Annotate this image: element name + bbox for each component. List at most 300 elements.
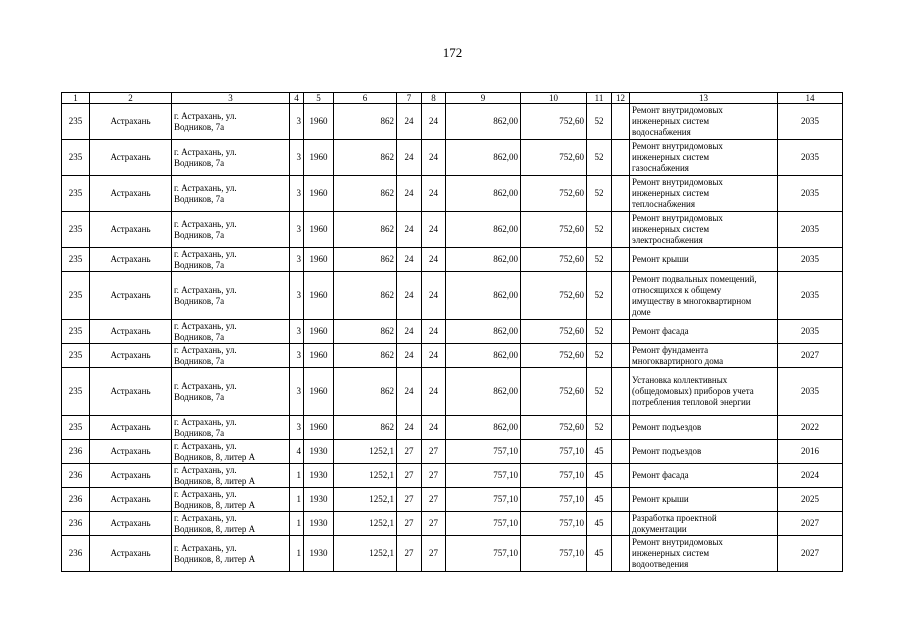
- table-cell-14: 2027: [778, 536, 843, 572]
- table-cell-7: 24: [397, 368, 422, 416]
- table-cell-1: 235: [62, 212, 90, 248]
- table-cell-6: 1252,1: [334, 440, 397, 464]
- table-cell-14: 2035: [778, 176, 843, 212]
- cell-text-line: Водников, 7а: [174, 391, 225, 402]
- header-cell: 11: [587, 93, 612, 104]
- table-cell-11: 52: [587, 320, 612, 344]
- table-cell-6: 862: [334, 416, 397, 440]
- table-cell-12: [612, 320, 630, 344]
- table-cell-5: 1960: [304, 212, 334, 248]
- cell-text-line: Разработка проектной: [632, 512, 717, 523]
- table-cell-12: [612, 536, 630, 572]
- table-cell-8: 27: [422, 536, 446, 572]
- table-cell-10: 752,60: [521, 248, 587, 272]
- table-cell-9: 862,00: [446, 272, 521, 320]
- table-cell-11: 45: [587, 488, 612, 512]
- cell-text-line: Водников, 7а: [174, 121, 225, 132]
- header-cell: 1: [62, 93, 90, 104]
- table-cell-1: 235: [62, 176, 90, 212]
- table-row: [62, 488, 843, 512]
- cell-text-line: г. Астрахань, ул.: [174, 218, 237, 229]
- table-cell-8: 24: [422, 416, 446, 440]
- table-cell-12: [612, 140, 630, 176]
- table-cell-9: 757,10: [446, 464, 521, 488]
- table-cell-10: 752,60: [521, 416, 587, 440]
- table-cell-11: 52: [587, 140, 612, 176]
- table-cell-14: 2035: [778, 212, 843, 248]
- cell-text-line: инженерных систем: [632, 188, 710, 198]
- table-cell-2: Астрахань: [90, 440, 172, 464]
- table-cell-14: 2035: [778, 272, 843, 320]
- table-cell-9: 862,00: [446, 176, 521, 212]
- cell-text-line: Ремонт фундамента: [632, 344, 709, 355]
- cell-text-line: инженерных систем: [632, 152, 710, 162]
- table-cell-7: 27: [397, 488, 422, 512]
- table-cell-12: [612, 212, 630, 248]
- table-cell-5: 1960: [304, 368, 334, 416]
- cell-text-line: Водников, 7а: [174, 427, 225, 438]
- table-row: [62, 464, 843, 488]
- cell-text-line: г. Астрахань, ул.: [174, 416, 237, 427]
- table-cell-11: 45: [587, 512, 612, 536]
- cell-text-line: доме: [632, 306, 651, 317]
- table-cell-12: [612, 440, 630, 464]
- table-cell-9: 757,10: [446, 440, 521, 464]
- table-cell-9: 862,00: [446, 248, 521, 272]
- table-cell-3: [172, 440, 290, 464]
- table-cell-9: 862,00: [446, 368, 521, 416]
- table-cell-13: [630, 272, 778, 320]
- cell-text-line: Водников, 7а: [174, 331, 225, 342]
- table-cell-10: 757,10: [521, 512, 587, 536]
- table-cell-13: [630, 368, 778, 416]
- table-cell-10: 757,10: [521, 440, 587, 464]
- cell-text-line: инженерных систем: [632, 116, 710, 126]
- table-cell-12: [612, 248, 630, 272]
- table-cell-13: [630, 344, 778, 368]
- table-cell-7: 27: [397, 440, 422, 464]
- capital-repair-table: [61, 92, 843, 572]
- cell-text-line: г. Астрахань, ул.: [174, 488, 237, 499]
- table-cell-5: 1960: [304, 140, 334, 176]
- header-cell: 13: [630, 93, 778, 104]
- table-cell-6: 1252,1: [334, 536, 397, 572]
- table-cell-4: 1: [290, 512, 304, 536]
- cell-text-line: Водников, 8, литер А: [174, 523, 256, 534]
- table-cell-12: [612, 176, 630, 212]
- table-cell-13: [630, 140, 778, 176]
- cell-text-line: Ремонт подъездов: [632, 422, 702, 432]
- header-cell: 7: [397, 93, 422, 104]
- cell-text-line: (общедомовых) приборов учета: [632, 386, 754, 396]
- table-cell-11: 52: [587, 104, 612, 140]
- table-cell-4: 3: [290, 320, 304, 344]
- table-cell-9: 757,10: [446, 512, 521, 536]
- header-cell: 12: [612, 93, 630, 104]
- cell-text-line: г. Астрахань, ул.: [174, 380, 237, 391]
- table-row: [62, 416, 843, 440]
- cell-text-line: Ремонт внутридомовых: [632, 141, 723, 151]
- table-cell-6: 862: [334, 212, 397, 248]
- table-cell-13: [630, 464, 778, 488]
- table-cell-14: 2035: [778, 104, 843, 140]
- table-cell-2: Астрахань: [90, 272, 172, 320]
- table-row: [62, 212, 843, 248]
- table-cell-1: 235: [62, 344, 90, 368]
- cell-text-line: г. Астрахань, ул.: [174, 284, 237, 295]
- table-cell-3: [172, 488, 290, 512]
- table-cell-7: 24: [397, 212, 422, 248]
- table-cell-9: 862,00: [446, 104, 521, 140]
- table-row: [62, 344, 843, 368]
- header-cell: 9: [446, 93, 521, 104]
- table-cell-13: [630, 104, 778, 140]
- table-cell-14: 2035: [778, 140, 843, 176]
- cell-text-line: г. Астрахань, ул.: [174, 512, 237, 523]
- table-cell-13: [630, 488, 778, 512]
- table-cell-3: [172, 320, 290, 344]
- table-cell-12: [612, 488, 630, 512]
- table-cell-11: 45: [587, 440, 612, 464]
- table-cell-2: Астрахань: [90, 176, 172, 212]
- table-cell-9: 862,00: [446, 416, 521, 440]
- table-cell-1: 235: [62, 140, 90, 176]
- table-cell-5: 1930: [304, 440, 334, 464]
- table-cell-4: 3: [290, 140, 304, 176]
- table-cell-8: 24: [422, 104, 446, 140]
- cell-text-line: г. Астрахань, ул.: [174, 182, 237, 193]
- table-cell-14: 2016: [778, 440, 843, 464]
- column-number-row: [62, 93, 843, 104]
- table-cell-9: 757,10: [446, 488, 521, 512]
- table-cell-12: [612, 344, 630, 368]
- table-body: [62, 104, 843, 572]
- table-cell-6: 862: [334, 104, 397, 140]
- page-number: 172: [442, 45, 463, 60]
- table-row: [62, 176, 843, 212]
- table-cell-10: 752,60: [521, 176, 587, 212]
- table-cell-3: [172, 416, 290, 440]
- table-cell-3: [172, 140, 290, 176]
- cell-text-line: Ремонт внутридомовых: [632, 537, 723, 547]
- table-cell-3: [172, 368, 290, 416]
- table-cell-4: 1: [290, 464, 304, 488]
- table-cell-10: 752,60: [521, 140, 587, 176]
- table-cell-2: Астрахань: [90, 536, 172, 572]
- header-cell: 14: [778, 93, 843, 104]
- cell-text-line: Водников, 8, литер А: [174, 475, 256, 486]
- cell-text-line: г. Астрахань, ул.: [174, 464, 237, 475]
- table-cell-10: 752,60: [521, 368, 587, 416]
- table-cell-4: 3: [290, 104, 304, 140]
- table-cell-7: 24: [397, 344, 422, 368]
- table-cell-8: 27: [422, 440, 446, 464]
- cell-text-line: Ремонт крыши: [632, 254, 689, 264]
- cell-text-line: г. Астрахань, ул.: [174, 320, 237, 331]
- table-cell-11: 52: [587, 176, 612, 212]
- table-cell-5: 1930: [304, 488, 334, 512]
- table-cell-4: 3: [290, 176, 304, 212]
- table-cell-14: 2025: [778, 488, 843, 512]
- table-cell-5: 1960: [304, 416, 334, 440]
- table-row: [62, 272, 843, 320]
- table-cell-13: [630, 512, 778, 536]
- table-cell-4: 3: [290, 344, 304, 368]
- table-cell-2: Астрахань: [90, 464, 172, 488]
- cell-text-line: теплоснабжения: [632, 199, 695, 209]
- table-cell-10: 752,60: [521, 212, 587, 248]
- table-cell-13: [630, 440, 778, 464]
- table-cell-9: 757,10: [446, 536, 521, 572]
- table-cell-5: 1960: [304, 320, 334, 344]
- table-cell-1: 235: [62, 104, 90, 140]
- cell-text-line: водоснабжения: [632, 127, 691, 137]
- table-cell-6: 1252,1: [334, 488, 397, 512]
- table-cell-11: 52: [587, 248, 612, 272]
- table-cell-1: 236: [62, 464, 90, 488]
- table-cell-5: 1930: [304, 512, 334, 536]
- cell-text-line: потребления тепловой энергии: [632, 397, 751, 407]
- table-cell-9: 862,00: [446, 344, 521, 368]
- table-cell-10: 752,60: [521, 344, 587, 368]
- cell-text-line: электроснабжения: [632, 235, 703, 245]
- cell-text-line: водоотведения: [632, 559, 689, 569]
- table-cell-9: 862,00: [446, 140, 521, 176]
- table-cell-2: Астрахань: [90, 104, 172, 140]
- table-cell-10: 757,10: [521, 488, 587, 512]
- table-cell-1: 235: [62, 368, 90, 416]
- table-cell-6: 862: [334, 248, 397, 272]
- table-cell-8: 27: [422, 464, 446, 488]
- cell-text-line: Водников, 7а: [174, 157, 225, 168]
- table-cell-13: [630, 320, 778, 344]
- cell-text-line: Ремонт подвальных помещений,: [632, 273, 757, 284]
- table-cell-8: 27: [422, 512, 446, 536]
- table-cell-1: 236: [62, 488, 90, 512]
- table-cell-14: 2024: [778, 464, 843, 488]
- header-cell: 10: [521, 93, 587, 104]
- table-cell-2: Астрахань: [90, 212, 172, 248]
- table-cell-14: 2035: [778, 248, 843, 272]
- table-cell-13: [630, 416, 778, 440]
- table-cell-14: 2035: [778, 368, 843, 416]
- table-cell-8: 24: [422, 320, 446, 344]
- table-cell-1: 235: [62, 416, 90, 440]
- table-cell-8: 27: [422, 488, 446, 512]
- table-cell-8: 24: [422, 368, 446, 416]
- table-cell-4: 1: [290, 536, 304, 572]
- header-cell: 4: [290, 93, 304, 104]
- table-cell-11: 52: [587, 368, 612, 416]
- table-row: [62, 512, 843, 536]
- table-cell-9: 862,00: [446, 212, 521, 248]
- table-cell-2: Астрахань: [90, 512, 172, 536]
- cell-text-line: Водников, 8, литер А: [174, 451, 256, 462]
- table-row: [62, 536, 843, 572]
- table-cell-3: [172, 212, 290, 248]
- table-cell-3: [172, 512, 290, 536]
- table-cell-6: 862: [334, 368, 397, 416]
- table-cell-7: 24: [397, 104, 422, 140]
- table-cell-6: 1252,1: [334, 512, 397, 536]
- cell-text-line: Ремонт фасада: [632, 326, 689, 336]
- table-cell-1: 235: [62, 272, 90, 320]
- table-cell-5: 1930: [304, 464, 334, 488]
- cell-text-line: г. Астрахань, ул.: [174, 440, 237, 451]
- cell-text-line: Ремонт крыши: [632, 494, 689, 504]
- table-cell-12: [612, 512, 630, 536]
- table-cell-10: 757,10: [521, 536, 587, 572]
- table-cell-1: 236: [62, 536, 90, 572]
- table-cell-10: 752,60: [521, 272, 587, 320]
- cell-text-line: инженерных систем: [632, 548, 710, 558]
- table-cell-2: Астрахань: [90, 368, 172, 416]
- cell-text-line: газоснабжения: [632, 163, 689, 173]
- table-cell-2: Астрахань: [90, 248, 172, 272]
- table-cell-7: 27: [397, 536, 422, 572]
- table-cell-9: 862,00: [446, 320, 521, 344]
- table-cell-1: 236: [62, 512, 90, 536]
- cell-text-line: Водников, 7а: [174, 355, 225, 366]
- table-cell-4: 3: [290, 416, 304, 440]
- table-cell-5: 1930: [304, 536, 334, 572]
- header-cell: 6: [334, 93, 397, 104]
- cell-text-line: Ремонт внутридомовых: [632, 213, 723, 223]
- table-cell-7: 24: [397, 320, 422, 344]
- table-cell-10: 752,60: [521, 320, 587, 344]
- cell-text-line: документации: [632, 523, 687, 534]
- table-cell-7: 24: [397, 272, 422, 320]
- table-cell-11: 52: [587, 416, 612, 440]
- table-cell-7: 24: [397, 176, 422, 212]
- table-cell-1: 235: [62, 248, 90, 272]
- table-cell-12: [612, 272, 630, 320]
- header-cell: 8: [422, 93, 446, 104]
- cell-text-line: Водников, 7а: [174, 193, 225, 204]
- table-cell-12: [612, 416, 630, 440]
- table-cell-13: [630, 248, 778, 272]
- table-cell-4: 3: [290, 272, 304, 320]
- table-cell-5: 1960: [304, 248, 334, 272]
- table-cell-14: 2027: [778, 344, 843, 368]
- cell-text-line: имуществу в многоквартирном: [632, 295, 752, 306]
- table-cell-2: Астрахань: [90, 488, 172, 512]
- table-cell-12: [612, 464, 630, 488]
- cell-text-line: г. Астрахань, ул.: [174, 146, 237, 157]
- table-cell-7: 27: [397, 464, 422, 488]
- table-row: [62, 440, 843, 464]
- cell-text-line: многоквартирного дома: [632, 355, 724, 366]
- table-cell-4: 1: [290, 488, 304, 512]
- table-cell-8: 24: [422, 272, 446, 320]
- cell-text-line: Ремонт внутридомовых: [632, 105, 723, 115]
- table-cell-8: 24: [422, 248, 446, 272]
- cell-text-line: Водников, 7а: [174, 229, 225, 240]
- table-cell-3: [172, 344, 290, 368]
- table-cell-7: 27: [397, 512, 422, 536]
- table-cell-3: [172, 104, 290, 140]
- table-cell-3: [172, 248, 290, 272]
- table-cell-6: 862: [334, 344, 397, 368]
- table-cell-6: 862: [334, 140, 397, 176]
- cell-text-line: инженерных систем: [632, 224, 710, 234]
- table-cell-5: 1960: [304, 104, 334, 140]
- table-cell-5: 1960: [304, 272, 334, 320]
- table-cell-13: [630, 212, 778, 248]
- table-cell-13: [630, 536, 778, 572]
- table-cell-12: [612, 104, 630, 140]
- header-cell: 3: [172, 93, 290, 104]
- table-cell-3: [172, 464, 290, 488]
- table-cell-1: 235: [62, 320, 90, 344]
- cell-text-line: Водников, 7а: [174, 295, 225, 306]
- table-cell-6: 1252,1: [334, 464, 397, 488]
- table-cell-13: [630, 176, 778, 212]
- table-row: [62, 368, 843, 416]
- table-cell-8: 24: [422, 212, 446, 248]
- table-cell-4: 3: [290, 368, 304, 416]
- table-cell-8: 24: [422, 176, 446, 212]
- table-cell-2: Астрахань: [90, 320, 172, 344]
- cell-text-line: Водников, 8, литер А: [174, 499, 256, 510]
- table-cell-4: 3: [290, 248, 304, 272]
- table-cell-14: 2035: [778, 320, 843, 344]
- header-cell: 2: [90, 93, 172, 104]
- table-cell-2: Астрахань: [90, 416, 172, 440]
- table-cell-10: 757,10: [521, 464, 587, 488]
- table-cell-2: Астрахань: [90, 140, 172, 176]
- table-cell-7: 24: [397, 248, 422, 272]
- table-cell-1: 236: [62, 440, 90, 464]
- cell-text-line: г. Астрахань, ул.: [174, 110, 237, 121]
- cell-text-line: Ремонт внутридомовых: [632, 177, 723, 187]
- table-cell-12: [612, 368, 630, 416]
- table-cell-6: 862: [334, 320, 397, 344]
- cell-text-line: Ремонт подъездов: [632, 446, 702, 456]
- cell-text-line: г. Астрахань, ул.: [174, 344, 237, 355]
- table-cell-14: 2027: [778, 512, 843, 536]
- table-cell-3: [172, 272, 290, 320]
- table-row: [62, 140, 843, 176]
- table-cell-4: 4: [290, 440, 304, 464]
- table-row: [62, 320, 843, 344]
- table-cell-6: 862: [334, 176, 397, 212]
- table-cell-10: 752,60: [521, 104, 587, 140]
- cell-text-line: г. Астрахань, ул.: [174, 248, 237, 259]
- table-cell-8: 24: [422, 344, 446, 368]
- table-cell-11: 52: [587, 272, 612, 320]
- table-cell-4: 3: [290, 212, 304, 248]
- table-row: [62, 104, 843, 140]
- cell-text-line: Водников, 7а: [174, 259, 225, 270]
- table-cell-7: 24: [397, 416, 422, 440]
- table-cell-3: [172, 536, 290, 572]
- cell-text-line: г. Астрахань, ул.: [174, 542, 237, 553]
- table-cell-5: 1960: [304, 344, 334, 368]
- table-cell-8: 24: [422, 140, 446, 176]
- table-cell-11: 52: [587, 212, 612, 248]
- table-row: [62, 248, 843, 272]
- table-cell-11: 45: [587, 536, 612, 572]
- table-cell-5: 1960: [304, 176, 334, 212]
- table-cell-6: 862: [334, 272, 397, 320]
- cell-text-line: относящихся к общему: [632, 284, 722, 295]
- cell-text-line: Установка коллективных: [632, 375, 728, 385]
- table-cell-7: 24: [397, 140, 422, 176]
- table-cell-11: 52: [587, 344, 612, 368]
- table-cell-14: 2022: [778, 416, 843, 440]
- table-cell-2: Астрахань: [90, 344, 172, 368]
